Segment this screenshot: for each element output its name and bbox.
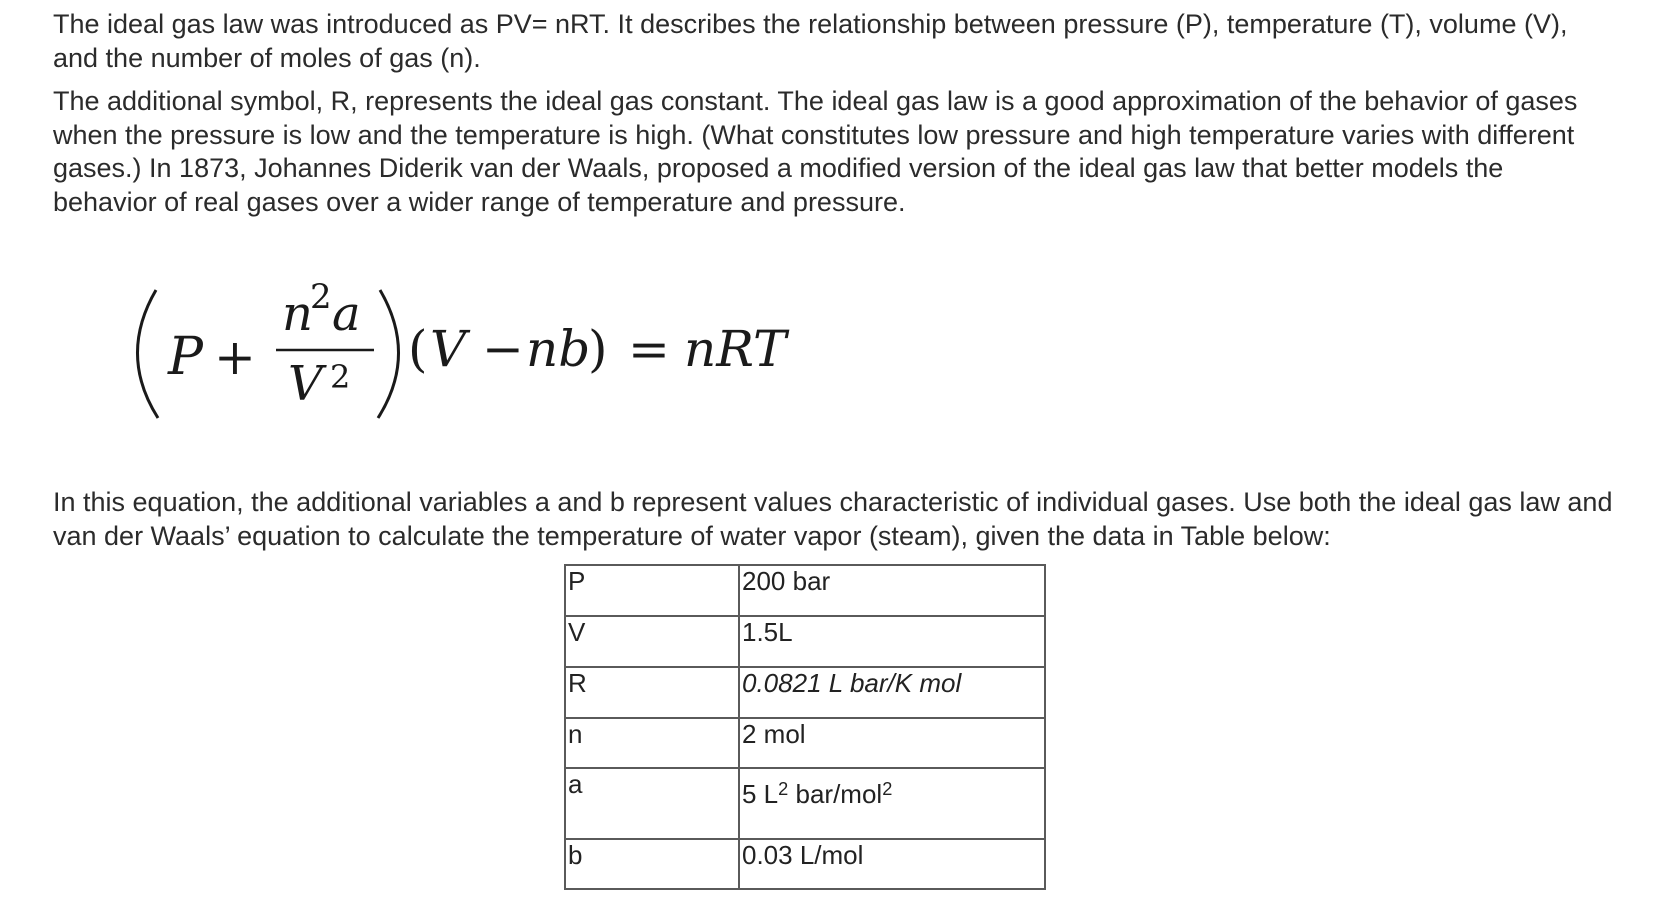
eq-minus: −	[482, 320, 524, 378]
eq-close-paren: )	[588, 320, 608, 378]
value-prefix: 5 L	[742, 779, 779, 809]
table-cell-value	[739, 768, 1045, 839]
table-row	[565, 667, 1045, 718]
eq-plus: +	[214, 328, 256, 386]
equation-svg	[118, 270, 838, 440]
table-cell-var: V	[565, 616, 739, 667]
value-exp1: 2	[778, 778, 789, 799]
gas-data-table	[564, 564, 1046, 890]
right-big-paren	[378, 290, 399, 418]
eq-open-paren: (	[408, 320, 428, 378]
eq-denominator-exp: 2	[330, 358, 351, 396]
table-cell-value: 2 mol	[739, 718, 1045, 768]
table-cell-value: 0.0821 L bar/K mol	[739, 667, 1045, 718]
table-cell-value: 1.5L	[739, 616, 1045, 667]
table-row	[565, 768, 1045, 839]
table-cell-var: b	[565, 839, 739, 889]
table-row	[565, 616, 1045, 667]
eq-rhs: nRT	[684, 320, 787, 378]
table-row	[565, 565, 1045, 616]
intro-paragraph-1: The ideal gas law was introduced as PV= nRT. It describes the relationship between pressure (P), temperature (T), volume (V), and the number of moles of gas (n).	[53, 9, 1568, 73]
table-cell-value: 0.03 L/mol	[739, 839, 1045, 889]
eq-numerator-exp: 2	[310, 277, 332, 317]
eq-P: P	[168, 327, 203, 387]
table-row	[565, 718, 1045, 768]
eq-numerator-a: a	[332, 286, 361, 342]
table-cell-value: 200 bar	[739, 565, 1045, 616]
intro-paragraph-2: The additional symbol, R, represents the ideal gas constant. The ideal gas law is a good approximation of the behavior of gases when the pressure is low and the temperature is high. (What constitutes low pressure and high temperature varies with different gases.) In 1873, Johannes Diderik van der Waals, proposed a modified version of the ideal gas law that better models the behavior of real gases over a wider range of temperature and pressure.	[53, 86, 1578, 217]
table-cell-var: a	[565, 768, 739, 839]
eq-numerator-n: n	[282, 286, 313, 342]
eq-V: V	[430, 320, 467, 378]
left-big-paren	[137, 290, 158, 418]
table-cell-var: n	[565, 718, 739, 768]
question-paragraph: In this equation, the additional variables a and b represent values characteristic of individual gases. Use both the ideal gas law and van der Waals’ equation to calculate the temperature of water vapor (steam), given the data in Table below:	[53, 487, 1613, 551]
eq-equals: =	[628, 320, 670, 378]
table-cell-var: P	[565, 565, 739, 616]
eq-denominator-V: V	[288, 356, 323, 412]
table-row	[565, 839, 1045, 889]
eq-nb: nb	[526, 320, 591, 378]
value-mid: bar/mol	[788, 779, 883, 809]
table-cell-var: R	[565, 667, 739, 718]
value-exp2: 2	[882, 778, 893, 799]
